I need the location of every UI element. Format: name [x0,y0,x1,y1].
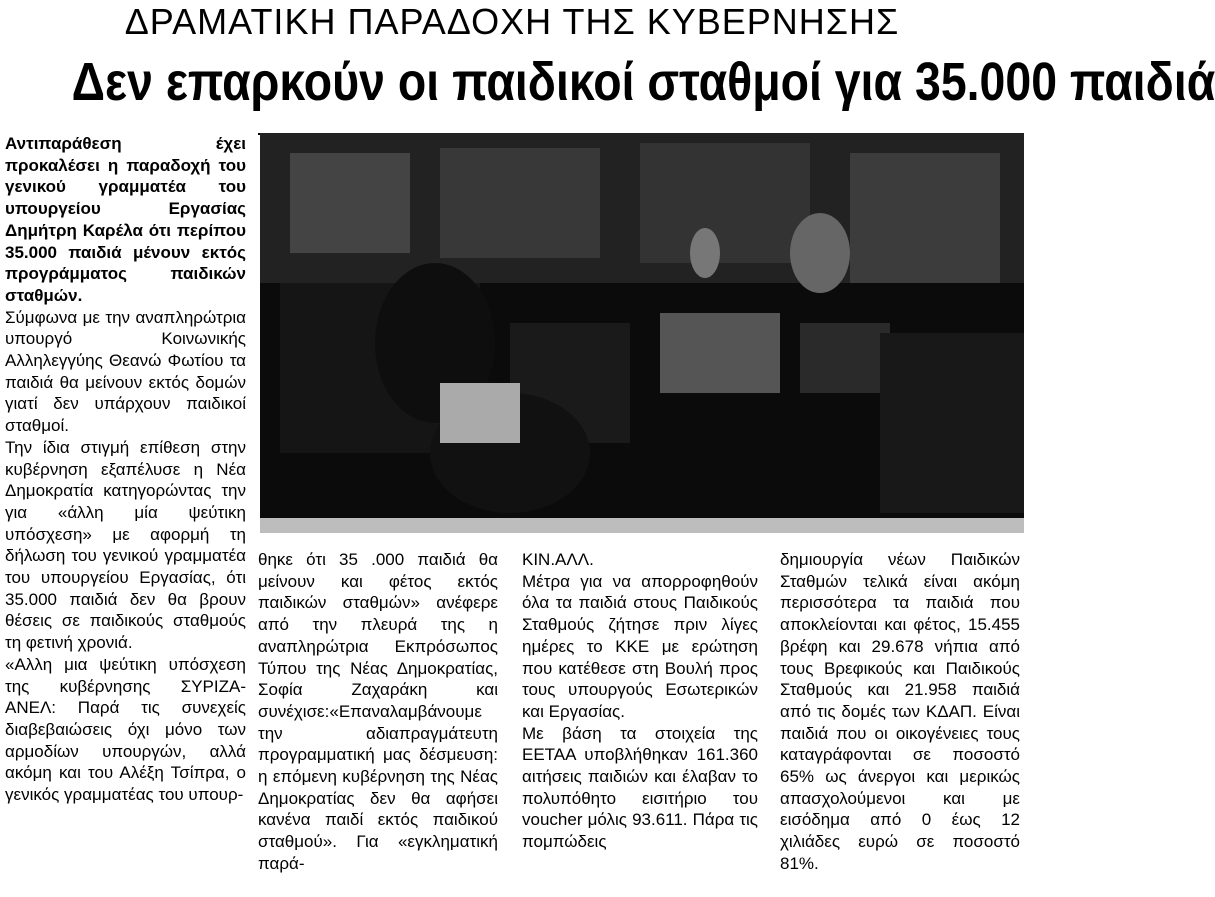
column3-paragraph-1: ΚΙΝ.ΑΛΛ. [522,550,594,569]
article-headline: Δεν επαρκούν οι παιδικοί σταθμοί για 35.000 παιδιά [71,52,1215,112]
article-column-1 [5,133,246,806]
column3-paragraph-2: Μέτρα για να απορροφηθούν όλα τα παιδιά στους Παιδικούς Σταθμούς ζήτησε πριν λίγες ημέρες το ΚΚΕ με ερώτηση που κατέθεσε στη Βουλή προς τους υπουργούς Εσωτερικών και Εργασίας. [522,571,758,721]
photo-image [260,133,1024,533]
column3-paragraph-3: Με βάση τα στοιχεία της ΕΕΤΑΑ υποβλήθηκαν 161.360 αιτήσεις παιδιών και έλαβαν το πολυπόθητο εισιτήριο του voucher μόλις 93.611. Πάρα τις πομπώδεις [522,723,758,852]
column1-paragraph-1: Σύμφωνα με την αναπληρώτρια υπουργό Κοινωνικής Αλληλεγγύης Θεανώ Φωτίου τα παιδιά θα μείνουν εκτός δομών γιατί δεν υπάρχουν παιδικοί σταθμοί. [5,307,246,436]
article-column-2 [258,549,498,875]
column4-paragraph: δημιουργία νέων Παιδικών Σταθμών τελικά είναι ακόμη περισσότερα τα παιδιά που αποκλείονται και φέτος, 15.455 βρέφη και 29.678 νήπια από τους Βρεφικούς και Παιδικούς Σταθμούς και 21.958 παιδιά από τις δομές των ΚΔΑΠ. Είναι παιδιά που οι οικογένειες τους καταγράφονται σε ποσοστό 65% ως άνεργοι και μερικώς απασχολούμενοι και με εισόδημα από 0 έως 12 χιλιάδες ευρώ σε ποσοστό 81%. [780,550,1020,873]
column1-paragraph-2: Την ίδια στιγμή επίθεση στην κυβέρνηση εξαπέλυσε η Νέα Δημοκρατία κατηγορώντας την για «άλλη μία ψεύτικη υπόσχεση» με αφορμή τη δήλωση του γενικού γραμματέα του υπουργείου Εργασίας, ότι 35.000 παιδιά δεν θα βρουν θέσεις σε παιδικούς σταθμούς τη φετινή χρονιά. [5,437,246,653]
article-column-4 [780,549,1020,875]
article-photo [260,133,1024,533]
column2-paragraph: θηκε ότι 35 .000 παιδιά θα μείνουν και φέτος εκτός παιδικών σταθμών» ανέφερε από την πλευρά της η αναπληρώτρια Εκπρόσωπος Τύπου της Νέας Δημοκρατίας, Σοφία Ζαχαράκη και συνέχισε:«Επαναλαμβάνουμε την αδιαπραγμάτευτη προγραμματική μας δέσμευση: η επόμενη κυβέρνηση της Νέας Δημοκρατίας δεν θα αφήσει κανένα παιδί εκτός παιδικού σταθμού». Για «εγκληματική παρά- [258,550,498,873]
article-lede: Αντιπαράθεση έχει προκαλέσει η παραδοχή του γενικού γραμματέα του υπουργείου Εργασίας Δημήτρη Καρέλα ότι περίπου 35.000 παιδιά μένουν εκτός προγράμματος παιδικών σταθμών. [5,134,246,305]
article-column-3 [522,549,758,853]
article-kicker: ΔΡΑΜΑΤΙΚΗ ΠΑΡΑΔΟΧΗ ΤΗΣ ΚΥΒΕΡΝΗΣΗΣ [124,1,900,42]
column1-paragraph-3: «Αλλη μια ψεύτικη υπόσχεση της κυβέρνησης ΣΥΡΙΖΑ- ΑΝΕΛ: Παρά τις συνεχείς διαβεβαιώσεις όχι μόνο των αρμοδίων υπουργών, αλλά ακόμη και του Αλέξη Τσίπρα, ο γενικός γραμματέας του υπουρ- [5,654,246,805]
